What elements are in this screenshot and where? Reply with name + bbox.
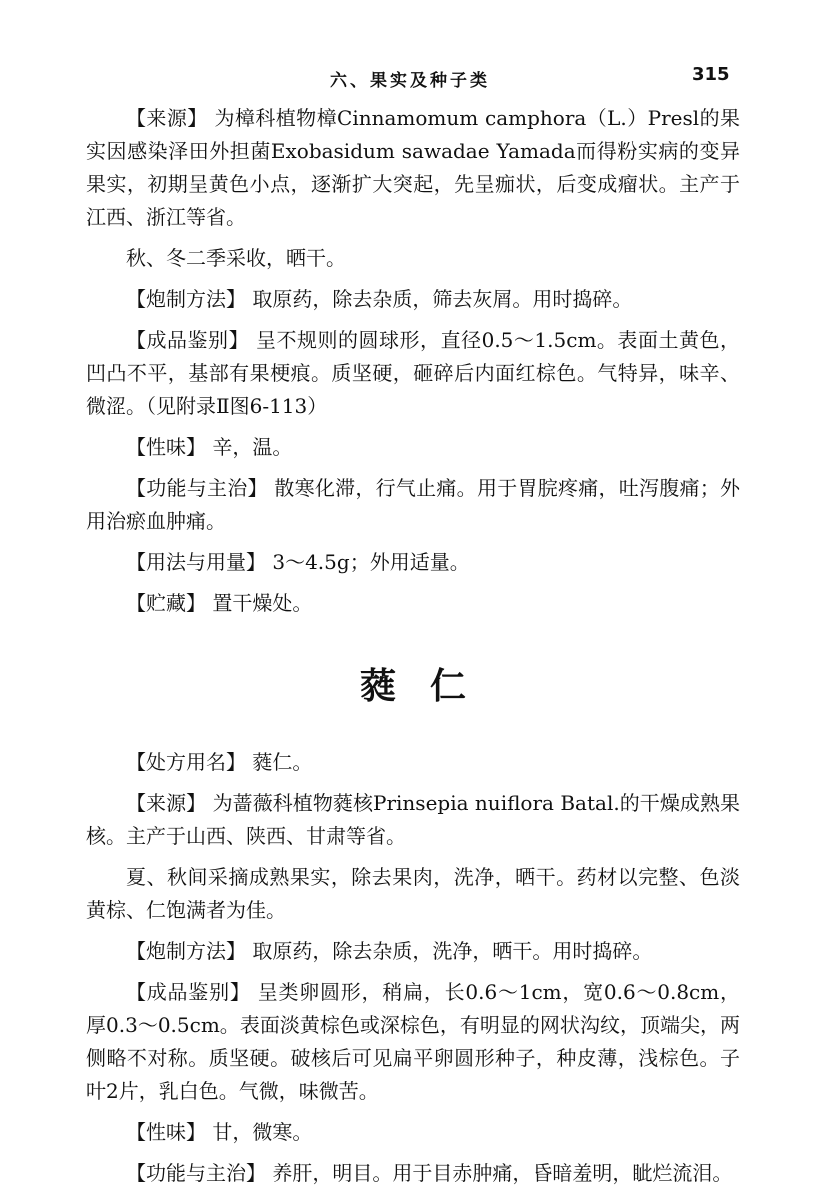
usage-dosage-paragraph: 【用法与用量】 3～4.5g；外用适量。 [126, 550, 470, 574]
function-indication-paragraph: 【功能与主治】 散寒化滞，行气止痛。用于胃脘疼痛，吐泻腹痛；外用治瘀血肿痛。 [86, 476, 740, 533]
identification-paragraph: 【成品鉴别】 呈类卵圆形，稍扁，长0.6～1cm，宽0.6～0.8cm，厚0.3～0.5cm。表面淡黄棕色或深棕色，有明显的网状沟纹，顶端尖，两侧略不对称。质坚硬。破核后可见扁平卵圆形种子，种皮薄，浅棕色。子叶2片，乳白色。气微，味微苦。 [86, 980, 740, 1103]
entry-heading: 蕤仁 [359, 665, 500, 707]
nature-flavor-paragraph: 【性味】 辛，温。 [126, 435, 293, 459]
harvest-paragraph: 秋、冬二季采收，晒干。 [126, 246, 346, 270]
prescription-name-paragraph: 【处方用名】 蕤仁。 [126, 750, 313, 774]
storage-paragraph: 【贮藏】 置干燥处。 [126, 591, 313, 615]
source-paragraph: 【来源】 为蔷薇科植物蕤核Prinsepia nuiflora Batal.的干燥成熟果核。主产于山西、陕西、甘肃等省。 [86, 791, 740, 848]
processing-paragraph: 【炮制方法】 取原药，除去杂质，洗净，晒干。用时捣碎。 [126, 939, 653, 963]
source-paragraph: 【来源】 为樟科植物樟Cinnamomum camphora（L.）Presl的果实因感染泽田外担菌Exobasidum sawadae Yamada而得粉实病的变异果实，初期呈黄色小点，逐渐扩大突起，先呈痂状，后变成瘤状。主产于江西、浙江等省。 [86, 106, 740, 229]
page-content [86, 102, 740, 1190]
entry-zhangmu-fruit [86, 102, 740, 620]
nature-flavor-paragraph: 【性味】 甘，微寒。 [126, 1120, 313, 1144]
harvest-paragraph: 夏、秋间采摘成熟果实，除去果肉，洗净，晒干。药材以完整、色淡黄棕、仁饱满者为佳。 [86, 865, 740, 922]
page-number: 315 [692, 64, 730, 85]
function-indication-paragraph: 【功能与主治】 养肝，明目。用于目赤肿痛，昏暗羞明，眦烂流泪。 [126, 1161, 733, 1185]
entry-ruiren [86, 746, 740, 1190]
running-title: 六、果实及种子类 [330, 71, 490, 91]
identification-paragraph: 【成品鉴别】 呈不规则的圆球形，直径0.5～1.5cm。表面土黄色，凹凸不平，基部有果梗痕。质坚硬，砸碎后内面红棕色。气特异，味辛、微涩。（见附录Ⅱ图6-113） [86, 328, 740, 418]
page-header [0, 60, 832, 94]
processing-paragraph: 【炮制方法】 取原药，除去杂质，筛去灰屑。用时捣碎。 [126, 287, 633, 311]
